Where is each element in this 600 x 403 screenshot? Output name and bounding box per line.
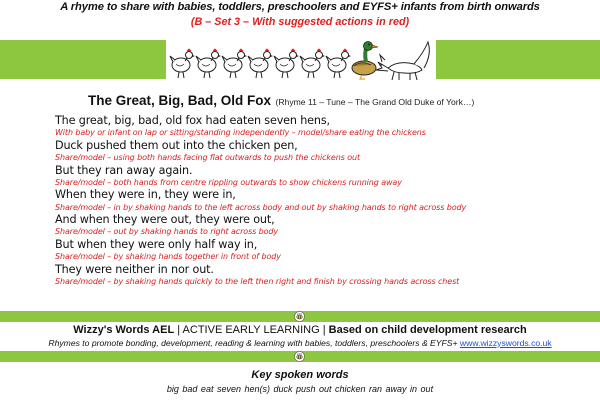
illustration-svg bbox=[166, 38, 436, 82]
header-title: A rhyme to share with babies, toddlers, preschoolers and EYFS+ infants from birth onwards bbox=[60, 1, 540, 13]
action-instruction: Share/model – by shaking hands together in front of body bbox=[55, 252, 281, 262]
hen-icon bbox=[196, 49, 221, 78]
fox-icon bbox=[376, 42, 429, 80]
rhyme-line: The great, big, bad, old fox had eaten seven hens, bbox=[55, 114, 330, 127]
hen-icon bbox=[248, 49, 273, 78]
hen-icon bbox=[222, 49, 247, 78]
hen-icon bbox=[300, 49, 325, 78]
rhyme-title-sub: (Rhyme 11 – Tune – The Grand Old Duke of York…) bbox=[275, 97, 475, 107]
rhyme-title bbox=[88, 92, 474, 110]
bee-icon bbox=[294, 311, 305, 322]
tagline-text: Rhymes to promote bonding, development, reading & learning with babies, toddlers, preschoolers & EYFS+ bbox=[48, 338, 458, 348]
action-instruction: With baby or infant on lap or sitting/standing independently – model/share eating the chickens bbox=[55, 128, 426, 138]
rhyme-body bbox=[55, 114, 595, 288]
website-link[interactable]: www.wizzyswords.co.uk bbox=[459, 338, 552, 348]
rhyme-line: They were neither in nor out. bbox=[55, 262, 214, 276]
brand-divider: | bbox=[174, 324, 183, 336]
rhyme-line: But they ran away again. bbox=[55, 163, 193, 177]
action-instruction: Share/model – by shaking hands quickly to the left then right and finish by crossing hands across chest bbox=[55, 277, 460, 287]
active-early-learning: ACTIVE EARLY LEARNING bbox=[182, 324, 320, 336]
rhyme-line: When they were in, they were in, bbox=[55, 188, 236, 202]
bee-icon bbox=[294, 351, 305, 362]
hen-icon bbox=[170, 49, 195, 78]
header-subtitle: (B – Set 3 – With suggested actions in red) bbox=[190, 16, 410, 28]
hen-icon bbox=[326, 49, 351, 78]
rhyme-line: But when they were only half way in, bbox=[55, 237, 258, 251]
duck-icon bbox=[352, 42, 378, 80]
key-words-list: big bad eat seven hen(s) duck push out chicken ran away in out bbox=[166, 384, 434, 394]
hen-icon bbox=[274, 49, 299, 78]
rhyme-illustration bbox=[166, 38, 436, 82]
tagline bbox=[0, 338, 600, 348]
research-basis: Based on child development research bbox=[328, 324, 527, 336]
action-instruction: Share/model – in by shaking hands to the left across body and out by shaking hands to right across body bbox=[55, 202, 467, 212]
key-words-title: Key spoken words bbox=[251, 369, 349, 381]
rhyme-title-main: The Great, Big, Bad, Old Fox bbox=[88, 93, 272, 108]
brand-divider: | bbox=[319, 324, 329, 336]
rhyme-line: And when they were out, they were out, bbox=[55, 213, 275, 227]
action-instruction: Share/model – using both hands facing flat outwards to push the chickens out bbox=[55, 153, 361, 163]
separator-band bbox=[0, 351, 600, 362]
rhyme-line: Duck pushed them out into the chicken pen, bbox=[55, 138, 298, 152]
brand-line bbox=[0, 324, 600, 336]
action-instruction: Share/model – out by shaking hands to right across body bbox=[55, 227, 279, 237]
brand-name: Wizzy's Words AEL bbox=[73, 324, 175, 336]
separator-band bbox=[0, 311, 600, 322]
action-instruction: Share/model – both hands from centre rippling outwards to show chickens running away bbox=[55, 177, 402, 187]
